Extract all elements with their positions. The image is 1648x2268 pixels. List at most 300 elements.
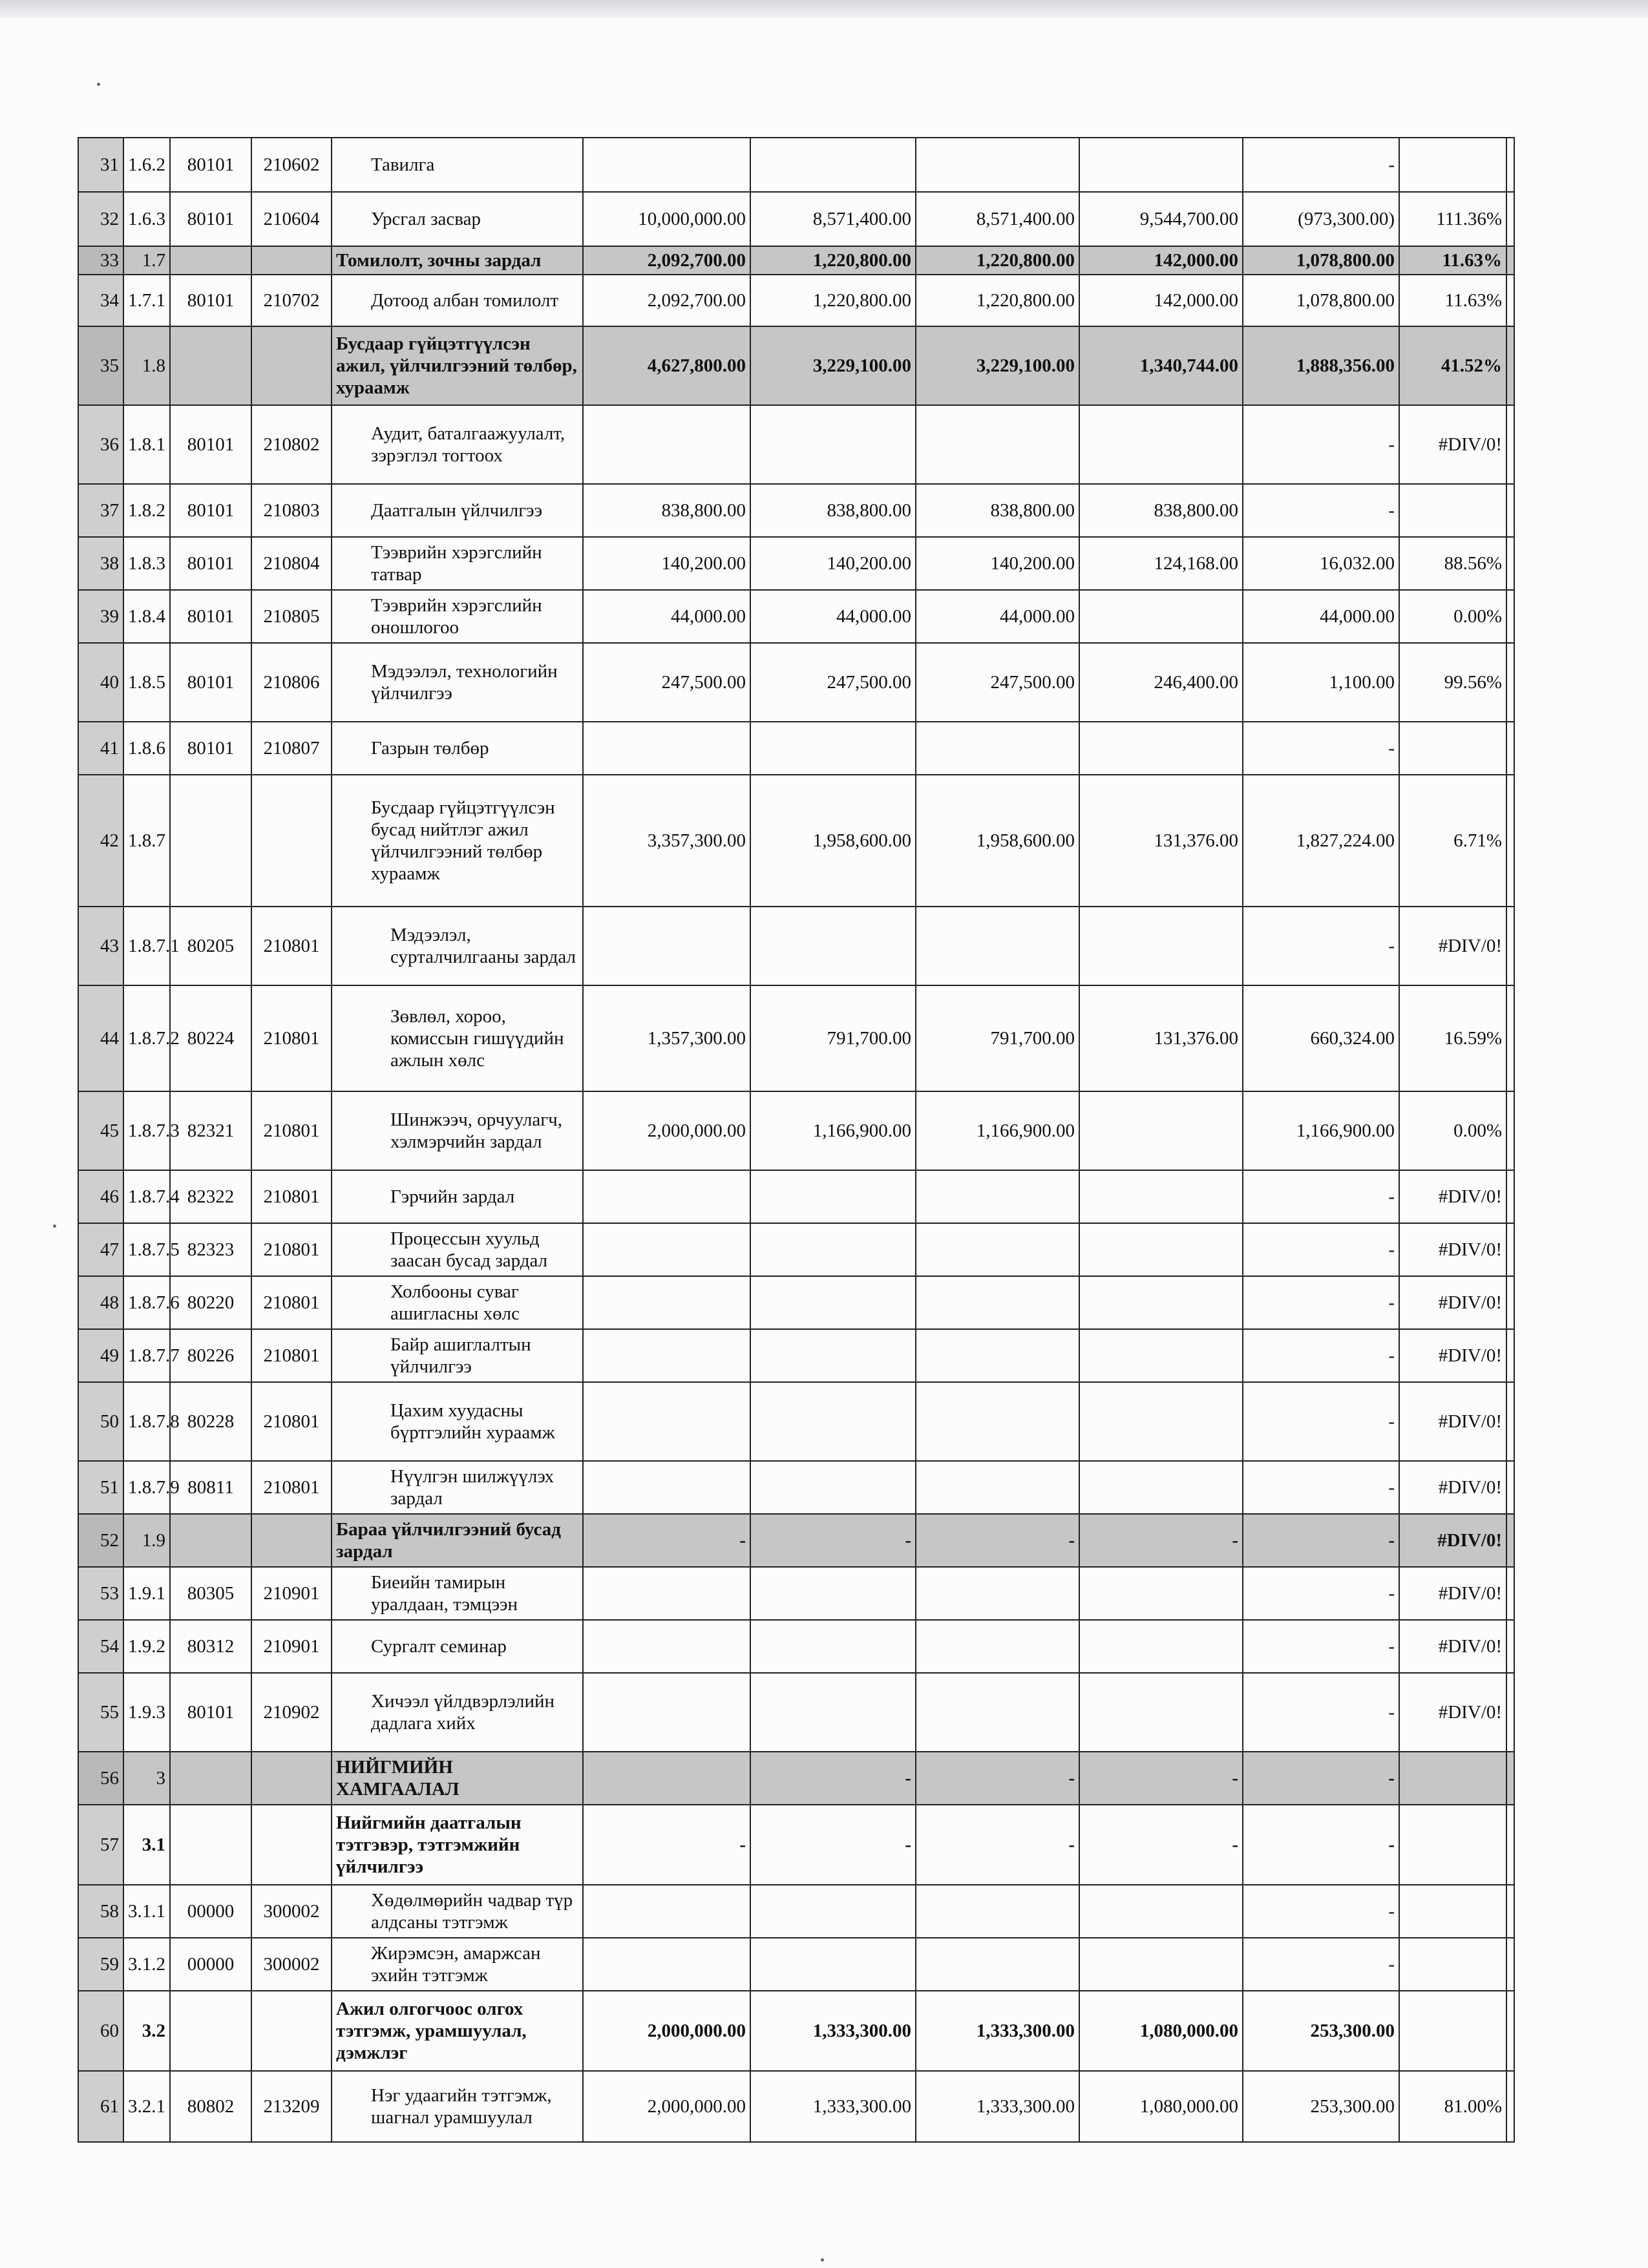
- actual-spending-cell: [1079, 907, 1243, 985]
- table-row: [78, 1805, 1514, 1885]
- period-plan-cell: [750, 138, 916, 192]
- trailing-cell: [1506, 537, 1514, 590]
- period-plan-cell: -: [750, 1514, 916, 1567]
- execution-percent-cell: #DIV/0!: [1399, 1170, 1506, 1223]
- approved-budget-cell: [583, 1276, 750, 1329]
- line-code-cell: 1.8.7.7: [123, 1329, 170, 1382]
- difference-cell: -: [1243, 1752, 1399, 1805]
- period-plan-cell: [750, 1382, 916, 1461]
- period-financing-cell: 1,333,300.00: [916, 2071, 1079, 2142]
- table-row: [78, 1885, 1514, 1938]
- economic-code-cell: 210801: [251, 1382, 332, 1461]
- item-name-cell: Нэг удаагийн тэтгэмж, шагнал урамшуулал: [332, 2071, 583, 2142]
- row-number-cell: 48: [78, 1276, 123, 1329]
- approved-budget-cell: [583, 1170, 750, 1223]
- actual-spending-cell: [1079, 1276, 1243, 1329]
- approved-budget-cell: [583, 1461, 750, 1514]
- item-name-cell: Хөдөлмөрийн чадвар түр алдсаны тэтгэмж: [332, 1885, 583, 1938]
- finance-code-cell: 80226: [170, 1329, 251, 1382]
- row-number-cell: 53: [78, 1567, 123, 1620]
- period-financing-cell: 1,220,800.00: [916, 246, 1079, 275]
- period-financing-cell: 1,220,800.00: [916, 275, 1079, 326]
- period-plan-cell: [750, 907, 916, 985]
- approved-budget-cell: [583, 722, 750, 775]
- period-plan-cell: [750, 1223, 916, 1276]
- table-row: [78, 1620, 1514, 1673]
- economic-code-cell: 210702: [251, 275, 332, 326]
- execution-percent-cell: [1399, 722, 1506, 775]
- difference-cell: -: [1243, 1620, 1399, 1673]
- table-row: [78, 1514, 1514, 1567]
- actual-spending-cell: [1079, 1461, 1243, 1514]
- difference-cell: 660,324.00: [1243, 985, 1399, 1091]
- row-number-cell: 31: [78, 138, 123, 192]
- economic-code-cell: 210902: [251, 1673, 332, 1752]
- actual-spending-cell: [1079, 1567, 1243, 1620]
- trailing-cell: [1506, 1223, 1514, 1276]
- execution-percent-cell: 11.63%: [1399, 246, 1506, 275]
- table-row: [78, 1461, 1514, 1514]
- item-name-cell: Зөвлөл, хороо, комиссын гишүүдийн ажлын хөлс: [332, 985, 583, 1091]
- execution-percent-cell: 81.00%: [1399, 2071, 1506, 2142]
- execution-percent-cell: #DIV/0!: [1399, 1276, 1506, 1329]
- period-financing-cell: 3,229,100.00: [916, 326, 1079, 405]
- item-name-cell: Урсгал засвар: [332, 192, 583, 246]
- line-code-cell: 1.8.7.3: [123, 1091, 170, 1170]
- difference-cell: 44,000.00: [1243, 590, 1399, 643]
- execution-percent-cell: [1399, 1805, 1506, 1885]
- approved-budget-cell: [583, 1752, 750, 1805]
- approved-budget-cell: 247,500.00: [583, 643, 750, 722]
- approved-budget-cell: [583, 907, 750, 985]
- trailing-cell: [1506, 1673, 1514, 1752]
- approved-budget-cell: [583, 1885, 750, 1938]
- period-financing-cell: 1,958,600.00: [916, 775, 1079, 907]
- line-code-cell: 1.8.7.4: [123, 1170, 170, 1223]
- row-number-cell: 54: [78, 1620, 123, 1673]
- economic-code-cell: [251, 246, 332, 275]
- row-number-cell: 61: [78, 2071, 123, 2142]
- execution-percent-cell: [1399, 1752, 1506, 1805]
- line-code-cell: 1.8.6: [123, 722, 170, 775]
- economic-code-cell: 210805: [251, 590, 332, 643]
- economic-code-cell: 210801: [251, 1461, 332, 1514]
- approved-budget-cell: [583, 405, 750, 484]
- line-code-cell: 1.8.3: [123, 537, 170, 590]
- period-financing-cell: [916, 1673, 1079, 1752]
- trailing-cell: [1506, 138, 1514, 192]
- execution-percent-cell: 41.52%: [1399, 326, 1506, 405]
- row-number-cell: 38: [78, 537, 123, 590]
- row-number-cell: 36: [78, 405, 123, 484]
- period-plan-cell: 1,220,800.00: [750, 246, 916, 275]
- line-code-cell: 1.8.5: [123, 643, 170, 722]
- actual-spending-cell: [1079, 1223, 1243, 1276]
- table-row: [78, 907, 1514, 985]
- execution-percent-cell: 16.59%: [1399, 985, 1506, 1091]
- item-name-cell: Цахим хуудасны бүртгэлийн хураамж: [332, 1382, 583, 1461]
- line-code-cell: 1.7.1: [123, 275, 170, 326]
- period-plan-cell: 1,333,300.00: [750, 2071, 916, 2142]
- approved-budget-cell: [583, 1938, 750, 1991]
- difference-cell: (973,300.00): [1243, 192, 1399, 246]
- approved-budget-cell: 2,000,000.00: [583, 2071, 750, 2142]
- actual-spending-cell: 131,376.00: [1079, 985, 1243, 1091]
- economic-code-cell: 210604: [251, 192, 332, 246]
- trailing-cell: [1506, 326, 1514, 405]
- execution-percent-cell: [1399, 138, 1506, 192]
- trailing-cell: [1506, 722, 1514, 775]
- period-financing-cell: 1,333,300.00: [916, 1991, 1079, 2071]
- item-name-cell: Даатгалын үйлчилгээ: [332, 484, 583, 537]
- table-row: [78, 138, 1514, 192]
- item-name-cell: Байр ашиглалтын үйлчилгээ: [332, 1329, 583, 1382]
- line-code-cell: 1.8.7.9: [123, 1461, 170, 1514]
- line-code-cell: 1.7: [123, 246, 170, 275]
- trailing-cell: [1506, 405, 1514, 484]
- economic-code-cell: 210803: [251, 484, 332, 537]
- actual-spending-cell: 142,000.00: [1079, 246, 1243, 275]
- item-name-cell: Мэдээлэл, сурталчилгааны зардал: [332, 907, 583, 985]
- difference-cell: 16,032.00: [1243, 537, 1399, 590]
- item-name-cell: Шинжээч, орчуулагч, хэлмэрчийн зардал: [332, 1091, 583, 1170]
- line-code-cell: 1.8.7.8: [123, 1382, 170, 1461]
- actual-spending-cell: [1079, 405, 1243, 484]
- row-number-cell: 58: [78, 1885, 123, 1938]
- row-number-cell: 35: [78, 326, 123, 405]
- period-plan-cell: 1,958,600.00: [750, 775, 916, 907]
- row-number-cell: 47: [78, 1223, 123, 1276]
- difference-cell: -: [1243, 138, 1399, 192]
- trailing-cell: [1506, 1938, 1514, 1991]
- table-row: [78, 1091, 1514, 1170]
- period-plan-cell: -: [750, 1805, 916, 1885]
- period-financing-cell: 838,800.00: [916, 484, 1079, 537]
- economic-code-cell: 210801: [251, 1223, 332, 1276]
- economic-code-cell: 210801: [251, 1091, 332, 1170]
- line-code-cell: 3.2: [123, 1991, 170, 2071]
- table-row: [78, 1991, 1514, 2071]
- difference-cell: -: [1243, 405, 1399, 484]
- economic-code-cell: [251, 1805, 332, 1885]
- approved-budget-cell: -: [583, 1805, 750, 1885]
- trailing-cell: [1506, 590, 1514, 643]
- difference-cell: -: [1243, 1276, 1399, 1329]
- row-number-cell: 55: [78, 1673, 123, 1752]
- table-row: [78, 1382, 1514, 1461]
- trailing-cell: [1506, 1885, 1514, 1938]
- trailing-cell: [1506, 1991, 1514, 2071]
- item-name-cell: Гэрчийн зардал: [332, 1170, 583, 1223]
- actual-spending-cell: [1079, 138, 1243, 192]
- row-number-cell: 32: [78, 192, 123, 246]
- execution-percent-cell: 0.00%: [1399, 1091, 1506, 1170]
- economic-code-cell: 210807: [251, 722, 332, 775]
- period-financing-cell: [916, 907, 1079, 985]
- item-name-cell: Нийгмийн даатгалын тэтгэвэр, тэтгэмжийн үйлчилгээ: [332, 1805, 583, 1885]
- trailing-cell: [1506, 1329, 1514, 1382]
- execution-percent-cell: 11.63%: [1399, 275, 1506, 326]
- difference-cell: 1,100.00: [1243, 643, 1399, 722]
- period-plan-cell: [750, 1461, 916, 1514]
- line-code-cell: 1.9.1: [123, 1567, 170, 1620]
- item-name-cell: Бараа үйлчилгээний бусад зардал: [332, 1514, 583, 1567]
- economic-code-cell: 210901: [251, 1620, 332, 1673]
- difference-cell: 1,078,800.00: [1243, 246, 1399, 275]
- actual-spending-cell: [1079, 1885, 1243, 1938]
- period-plan-cell: [750, 1567, 916, 1620]
- difference-cell: 253,300.00: [1243, 1991, 1399, 2071]
- table-row: [78, 1567, 1514, 1620]
- actual-spending-cell: -: [1079, 1752, 1243, 1805]
- trailing-cell: [1506, 1752, 1514, 1805]
- table-row: [78, 1329, 1514, 1382]
- economic-code-cell: [251, 1514, 332, 1567]
- finance-code-cell: [170, 1805, 251, 1885]
- finance-code-cell: 82321: [170, 1091, 251, 1170]
- table-row: [78, 775, 1514, 907]
- approved-budget-cell: [583, 138, 750, 192]
- finance-code-cell: 80101: [170, 275, 251, 326]
- item-name-cell: НИЙГМИЙН ХАМГААЛАЛ: [332, 1752, 583, 1805]
- period-plan-cell: 1,220,800.00: [750, 275, 916, 326]
- approved-budget-cell: [583, 1567, 750, 1620]
- execution-percent-cell: #DIV/0!: [1399, 1620, 1506, 1673]
- trailing-cell: [1506, 907, 1514, 985]
- finance-code-cell: 80101: [170, 590, 251, 643]
- row-number-cell: 52: [78, 1514, 123, 1567]
- table-row: [78, 1276, 1514, 1329]
- approved-budget-cell: 2,000,000.00: [583, 1991, 750, 2071]
- item-name-cell: Ажил олгогчоос олгох тэтгэмж, урамшуулал, дэмжлэг: [332, 1991, 583, 2071]
- line-code-cell: 3.2.1: [123, 2071, 170, 2142]
- table-row: [78, 246, 1514, 275]
- finance-code-cell: 80101: [170, 138, 251, 192]
- period-financing-cell: 140,200.00: [916, 537, 1079, 590]
- execution-percent-cell: [1399, 1938, 1506, 1991]
- period-financing-cell: [916, 1885, 1079, 1938]
- difference-cell: -: [1243, 1938, 1399, 1991]
- period-financing-cell: [916, 1223, 1079, 1276]
- period-financing-cell: 8,571,400.00: [916, 192, 1079, 246]
- scan-speck: [821, 2258, 824, 2262]
- execution-percent-cell: #DIV/0!: [1399, 1567, 1506, 1620]
- finance-code-cell: [170, 246, 251, 275]
- line-code-cell: 1.6.3: [123, 192, 170, 246]
- finance-code-cell: 80228: [170, 1382, 251, 1461]
- line-code-cell: 3.1: [123, 1805, 170, 1885]
- difference-cell: -: [1243, 1382, 1399, 1461]
- line-code-cell: 1.8.4: [123, 590, 170, 643]
- row-number-cell: 44: [78, 985, 123, 1091]
- item-name-cell: Тээврийн хэрэгслийн оношлогоо: [332, 590, 583, 643]
- row-number-cell: 34: [78, 275, 123, 326]
- actual-spending-cell: -: [1079, 1805, 1243, 1885]
- economic-code-cell: [251, 326, 332, 405]
- actual-spending-cell: 1,080,000.00: [1079, 2071, 1243, 2142]
- approved-budget-cell: 2,092,700.00: [583, 275, 750, 326]
- trailing-cell: [1506, 275, 1514, 326]
- line-code-cell: 1.9.2: [123, 1620, 170, 1673]
- execution-percent-cell: 0.00%: [1399, 590, 1506, 643]
- finance-code-cell: 80305: [170, 1567, 251, 1620]
- economic-code-cell: 210802: [251, 405, 332, 484]
- actual-spending-cell: [1079, 1170, 1243, 1223]
- item-name-cell: Процессын хуульд заасан бусад зардал: [332, 1223, 583, 1276]
- economic-code-cell: 210801: [251, 985, 332, 1091]
- row-number-cell: 49: [78, 1329, 123, 1382]
- item-name-cell: Биеийн тамирын уралдаан, тэмцээн: [332, 1567, 583, 1620]
- finance-code-cell: 80101: [170, 722, 251, 775]
- period-plan-cell: [750, 1938, 916, 1991]
- actual-spending-cell: [1079, 722, 1243, 775]
- trailing-cell: [1506, 2071, 1514, 2142]
- finance-code-cell: 00000: [170, 1885, 251, 1938]
- period-plan-cell: 8,571,400.00: [750, 192, 916, 246]
- table-row: [78, 643, 1514, 722]
- trailing-cell: [1506, 1514, 1514, 1567]
- scan-speck: [53, 1224, 56, 1228]
- actual-spending-cell: [1079, 1673, 1243, 1752]
- trailing-cell: [1506, 192, 1514, 246]
- period-financing-cell: 44,000.00: [916, 590, 1079, 643]
- approved-budget-cell: [583, 1382, 750, 1461]
- row-number-cell: 56: [78, 1752, 123, 1805]
- row-number-cell: 59: [78, 1938, 123, 1991]
- finance-code-cell: [170, 1991, 251, 2071]
- difference-cell: 253,300.00: [1243, 2071, 1399, 2142]
- row-number-cell: 60: [78, 1991, 123, 2071]
- item-name-cell: Бусдаар гүйцэтгүүлсэн ажил, үйлчилгээний төлбөр, хураамж: [332, 326, 583, 405]
- period-plan-cell: 1,166,900.00: [750, 1091, 916, 1170]
- row-number-cell: 40: [78, 643, 123, 722]
- execution-percent-cell: 111.36%: [1399, 192, 1506, 246]
- economic-code-cell: 210804: [251, 537, 332, 590]
- line-code-cell: 1.8.7: [123, 775, 170, 907]
- finance-code-cell: [170, 775, 251, 907]
- table-row: [78, 326, 1514, 405]
- table-row: [78, 1752, 1514, 1805]
- difference-cell: -: [1243, 907, 1399, 985]
- period-financing-cell: [916, 405, 1079, 484]
- item-name-cell: Бусдаар гүйцэтгүүлсэн бусад нийтлэг ажил үйлчилгээний төлбөр хураамж: [332, 775, 583, 907]
- item-name-cell: Хичээл үйлдвэрлэлийн дадлага хийх: [332, 1673, 583, 1752]
- trailing-cell: [1506, 643, 1514, 722]
- difference-cell: -: [1243, 1514, 1399, 1567]
- execution-percent-cell: [1399, 484, 1506, 537]
- period-financing-cell: [916, 1938, 1079, 1991]
- table-row: [78, 590, 1514, 643]
- execution-percent-cell: #DIV/0!: [1399, 1382, 1506, 1461]
- difference-cell: -: [1243, 1567, 1399, 1620]
- finance-code-cell: 80101: [170, 537, 251, 590]
- actual-spending-cell: 246,400.00: [1079, 643, 1243, 722]
- finance-code-cell: 80802: [170, 2071, 251, 2142]
- actual-spending-cell: 838,800.00: [1079, 484, 1243, 537]
- actual-spending-cell: [1079, 1938, 1243, 1991]
- trailing-cell: [1506, 985, 1514, 1091]
- finance-code-cell: [170, 1514, 251, 1567]
- difference-cell: -: [1243, 1885, 1399, 1938]
- period-plan-cell: 247,500.00: [750, 643, 916, 722]
- actual-spending-cell: [1079, 1329, 1243, 1382]
- trailing-cell: [1506, 1567, 1514, 1620]
- approved-budget-cell: [583, 1620, 750, 1673]
- period-plan-cell: 1,333,300.00: [750, 1991, 916, 2071]
- approved-budget-cell: [583, 1329, 750, 1382]
- execution-percent-cell: [1399, 1991, 1506, 2071]
- table-row: [78, 722, 1514, 775]
- trailing-cell: [1506, 246, 1514, 275]
- period-plan-cell: [750, 1885, 916, 1938]
- period-plan-cell: [750, 1276, 916, 1329]
- execution-percent-cell: 99.56%: [1399, 643, 1506, 722]
- finance-code-cell: [170, 1752, 251, 1805]
- table-row: [78, 1170, 1514, 1223]
- trailing-cell: [1506, 775, 1514, 907]
- actual-spending-cell: 1,080,000.00: [1079, 1991, 1243, 2071]
- period-plan-cell: [750, 722, 916, 775]
- trailing-cell: [1506, 1620, 1514, 1673]
- row-number-cell: 51: [78, 1461, 123, 1514]
- execution-percent-cell: #DIV/0!: [1399, 1329, 1506, 1382]
- approved-budget-cell: 4,627,800.00: [583, 326, 750, 405]
- approved-budget-cell: 2,092,700.00: [583, 246, 750, 275]
- difference-cell: -: [1243, 484, 1399, 537]
- period-financing-cell: -: [916, 1752, 1079, 1805]
- line-code-cell: 1.9.3: [123, 1673, 170, 1752]
- actual-spending-cell: [1079, 1620, 1243, 1673]
- economic-code-cell: 210901: [251, 1567, 332, 1620]
- row-number-cell: 46: [78, 1170, 123, 1223]
- trailing-cell: [1506, 1382, 1514, 1461]
- trailing-cell: [1506, 1091, 1514, 1170]
- table-row: [78, 405, 1514, 484]
- finance-code-cell: 80811: [170, 1461, 251, 1514]
- economic-code-cell: 300002: [251, 1938, 332, 1991]
- period-plan-cell: [750, 1673, 916, 1752]
- economic-code-cell: 210602: [251, 138, 332, 192]
- table-row: [78, 1673, 1514, 1752]
- table-row: [78, 537, 1514, 590]
- difference-cell: -: [1243, 1461, 1399, 1514]
- table-row: [78, 484, 1514, 537]
- approved-budget-cell: [583, 1673, 750, 1752]
- difference-cell: 1,888,356.00: [1243, 326, 1399, 405]
- finance-code-cell: 82323: [170, 1223, 251, 1276]
- row-number-cell: 39: [78, 590, 123, 643]
- period-plan-cell: 3,229,100.00: [750, 326, 916, 405]
- period-financing-cell: [916, 722, 1079, 775]
- period-plan-cell: -: [750, 1752, 916, 1805]
- economic-code-cell: 300002: [251, 1885, 332, 1938]
- economic-code-cell: [251, 1991, 332, 2071]
- finance-code-cell: 80312: [170, 1620, 251, 1673]
- period-plan-cell: [750, 405, 916, 484]
- line-code-cell: 1.8.7.5: [123, 1223, 170, 1276]
- economic-code-cell: [251, 775, 332, 907]
- item-name-cell: Сургалт семинар: [332, 1620, 583, 1673]
- actual-spending-cell: 142,000.00: [1079, 275, 1243, 326]
- row-number-cell: 45: [78, 1091, 123, 1170]
- period-plan-cell: 140,200.00: [750, 537, 916, 590]
- row-number-cell: 43: [78, 907, 123, 985]
- actual-spending-cell: 9,544,700.00: [1079, 192, 1243, 246]
- period-plan-cell: 791,700.00: [750, 985, 916, 1091]
- actual-spending-cell: -: [1079, 1514, 1243, 1567]
- difference-cell: 1,166,900.00: [1243, 1091, 1399, 1170]
- finance-code-cell: 80101: [170, 1673, 251, 1752]
